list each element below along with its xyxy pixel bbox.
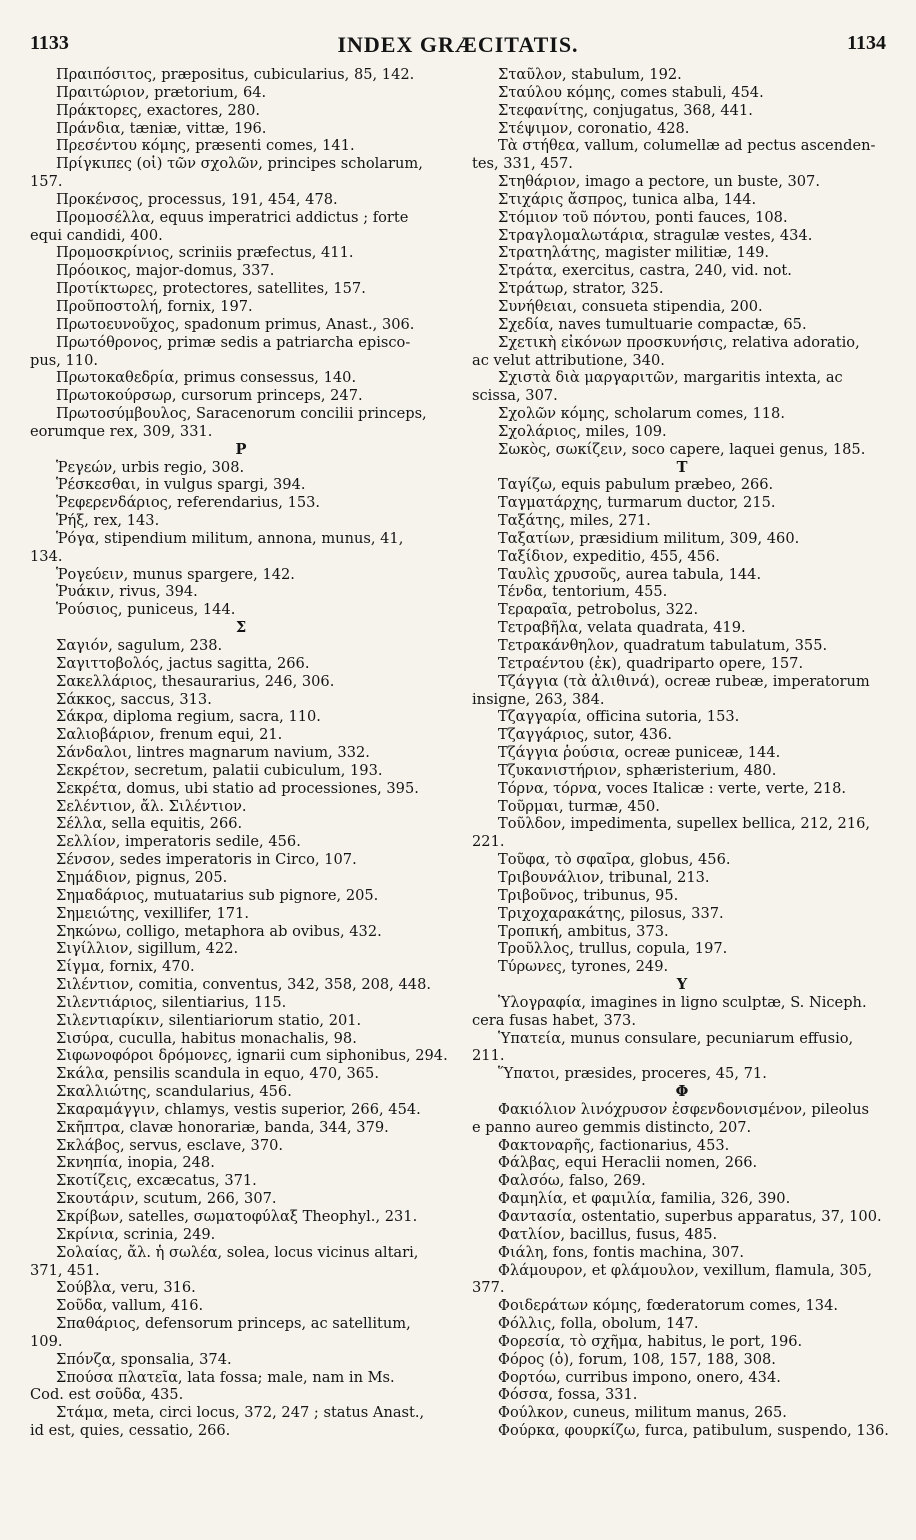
index-line: Τοῦρμαι, turmæ, 450.	[498, 797, 660, 815]
index-line: Τοῦφα, τὸ σφαῖρα, globus, 456.	[498, 851, 731, 869]
section-letter: T	[676, 458, 688, 476]
index-line: Στράτα, exercitus, castra, 240, vid. not.	[498, 262, 792, 280]
index-line: Πρίγκιπες (οἱ) τῶν σχολῶν, principes scholarum,	[56, 155, 423, 173]
index-line: Ταξίδιον, expeditio, 455, 456.	[498, 547, 720, 565]
index-line: Φούλκον, cuneus, militum manus, 265.	[498, 1404, 787, 1422]
index-line: Στέψιμον, coronatio, 428.	[498, 119, 690, 137]
index-line: Ὑπατεία, munus consulare, pecuniarum effusio,	[498, 1029, 854, 1047]
index-line: Φακιόλιον λινόχρυσον ἐσφενδονισμένον, pileolus	[498, 1100, 869, 1118]
index-line: Πρωτοευνοῦχος, spadonum primus, Anast., 306.	[56, 315, 415, 333]
index-line: equi candidi, 400.	[30, 226, 163, 244]
index-line: Πράνδια, tæniæ, vittæ, 196.	[56, 119, 267, 137]
index-line: Τένδα, tentorium, 455.	[498, 583, 668, 601]
index-line: cera fusas habet, 373.	[472, 1011, 636, 1029]
index-line: Τοῦλδον, impedimenta, supellex bellica, 212, 216,	[498, 815, 871, 833]
index-line: Φαμηλία, et φαμιλία, familia, 326, 390.	[498, 1190, 791, 1208]
index-line: Τύρωνες, tyrones, 249.	[498, 958, 669, 976]
index-line: Σούβλα, veru, 316.	[56, 1279, 196, 1297]
index-line: Σεκρέτα, domus, ubi statio ad processiones, 395.	[56, 779, 419, 797]
index-line: Ῥογεύειν, munus spargere, 142.	[56, 565, 295, 583]
index-line: Σχετικὴ εἰκόνων προσκυνήσις, relativa adoratio,	[498, 333, 860, 351]
index-line: Φακτοναρῆς, factionarius, 453.	[498, 1136, 730, 1154]
index-line: Ῥήξ, rex, 143.	[56, 512, 160, 530]
index-line: Στόμιον τοῦ πόντου, ponti fauces, 108.	[498, 208, 788, 226]
index-line: Ῥούσιος, puniceus, 144.	[56, 601, 236, 619]
index-line: Σηκώνω, colligo, metaphora ab ovibus, 432.	[56, 922, 382, 940]
index-line: Τόρνα, τόρνα, voces Italicæ : verte, verte, 218.	[498, 779, 847, 797]
index-line: 377.	[472, 1279, 505, 1297]
index-line: Τριβοῦνος, tribunus, 95.	[498, 886, 679, 904]
index-line: Σοῦδα, vallum, 416.	[56, 1297, 204, 1315]
index-line: Σένσον, sedes imperatoris in Circo, 107.	[56, 851, 357, 869]
index-line: Τζάγγια ῥούσια, ocreæ puniceæ, 144.	[498, 744, 781, 762]
page-number-left: 1133	[30, 32, 69, 54]
index-line: Πρωτόθρονος, primæ sedis a patriarcha episco-	[56, 333, 411, 351]
index-line: Τζυκανιστήριον, sphæristerium, 480.	[498, 761, 777, 779]
index-line: Πρωτοκούρσωρ, cursorum princeps, 247.	[56, 387, 363, 405]
index-line: Σκνηπία, inopia, 248.	[56, 1154, 215, 1172]
index-line: Ὕπατοι, præsides, proceres, 45, 71.	[498, 1065, 767, 1083]
index-line: Σιφωνοφόροι δρόμονες, ignarii cum siphonibus, 294.	[56, 1047, 448, 1065]
index-line: Σιλεντιαρίκιν, silentiariorum statio, 201.	[56, 1011, 362, 1029]
index-line: Σπαθάριος, defensorum princeps, ac satellitum,	[56, 1315, 411, 1333]
index-line: Σκαραμάγγιν, chlamys, vestis superior, 266, 454.	[56, 1100, 421, 1118]
index-line: Πρωτοκαθεδρία, primus consessus, 140.	[56, 369, 357, 387]
index-line: Τεραραῖα, petrobolus, 322.	[498, 601, 699, 619]
index-line: Σιγίλλιον, sigillum, 422.	[56, 940, 239, 958]
index-line: Σαλιοβάριον, frenum equi, 21.	[56, 726, 283, 744]
index-line: Σκρίβων, satelles, σωματοφύλαξ Theophyl., 231.	[56, 1208, 418, 1225]
index-line: Ταγίζω, equis pabulum præbeo, 266.	[498, 476, 774, 494]
index-line: Σάκκος, saccus, 313.	[56, 690, 212, 708]
index-line: tes, 331, 457.	[472, 155, 573, 173]
index-line: Cod. est σοῦδα, 435.	[30, 1386, 184, 1404]
index-line: 371, 451.	[30, 1261, 100, 1279]
index-line: Πραιτώριον, prætorium, 64.	[56, 83, 267, 101]
index-line: Στεφανίτης, conjugatus, 368, 441.	[498, 101, 753, 119]
index-line: Ταγματάρχης, turmarum ductor, 215.	[498, 494, 776, 512]
index-line: Σελέντιον, ἄλ. Σιλέντιον.	[56, 797, 247, 815]
index-line: eorumque rex, 309, 331.	[30, 422, 213, 440]
index-line: Στραγλομαλωτάρια, stragulæ vestes, 434.	[498, 226, 813, 244]
index-line: Τριχοχαρακάτης, pilosus, 337.	[498, 904, 724, 922]
right-column	[472, 66, 892, 1536]
index-line: Φούρκα, φουρκίζω, furca, patibulum, suspendo, 136.	[498, 1422, 889, 1440]
index-line: Προμοσκρίνιος, scriniis præfectus, 411.	[56, 244, 354, 262]
index-line: Σισύρα, cuculla, habitus monachalis, 98.	[56, 1029, 357, 1047]
index-line: insigne, 263, 384.	[472, 690, 605, 708]
index-line: Φλάμουρον, et φλάμουλον, vexillum, flamula, 305,	[498, 1261, 872, 1279]
index-line: Σάκρα, diploma regium, sacra, 110.	[56, 708, 321, 726]
index-line: Συνήθειαι, consueta stipendia, 200.	[498, 297, 763, 315]
index-line: Σιλεντιάριος, silentiarius, 115.	[56, 993, 287, 1011]
index-line: Τετρακάνθηλον, quadratum tabulatum, 355.	[498, 637, 828, 654]
index-line: Πρεσέντου κόμης, præsenti comes, 141.	[56, 137, 355, 155]
index-line: scissa, 307.	[472, 387, 558, 405]
index-line: Σχολῶν κόμης, scholarum comes, 118.	[498, 405, 785, 423]
index-line: 109.	[30, 1332, 63, 1350]
index-line: Σκαλλιώτης, scandularius, 456.	[56, 1083, 292, 1101]
index-line: Σημάδιον, pignus, 205.	[56, 868, 228, 886]
index-line: Στράτωρ, strator, 325.	[498, 280, 664, 298]
index-line: 221.	[472, 833, 505, 851]
index-line: Σολαίας, ἄλ. ἡ σωλέα, solea, locus vicinus altari,	[56, 1243, 419, 1261]
index-line: Φόλλις, folla, obolum, 147.	[498, 1315, 699, 1333]
index-line: Προτίκτωρες, protectores, satellites, 157.	[56, 280, 366, 298]
index-line: Σκλάβος, servus, esclave, 370.	[56, 1136, 284, 1154]
index-line: Ῥέσκεσθαι, in vulgus spargi, 394.	[56, 476, 306, 494]
index-line: Ταυλὶς χρυσοῦς, aurea tabula, 144.	[498, 565, 762, 583]
index-line: Στηθάριον, imago a pectore, un buste, 307.	[498, 173, 820, 191]
section-letter: Φ	[675, 1083, 689, 1101]
index-line: Ταξάτης, miles, 271.	[498, 512, 651, 530]
index-line: Στρατηλάτης, magister militiæ, 149.	[498, 244, 770, 262]
index-line: Σκοτίζεις, excæcatus, 371.	[56, 1172, 257, 1190]
index-line: Σημαδάριος, mutuatarius sub pignore, 205.	[56, 886, 379, 904]
section-letter: Σ	[235, 619, 247, 637]
index-line: Ῥεγεών, urbis regio, 308.	[56, 458, 245, 476]
index-line: Τζαγγάριος, sutor, 436.	[498, 726, 673, 744]
index-line: Σκῆπτρα, clavæ honorariæ, banda, 344, 379.	[56, 1118, 389, 1136]
index-line: Πρωτοσύμβουλος, Saracenorum concilii princeps,	[56, 405, 427, 423]
index-line: Φαλσόω, falso, 269.	[498, 1172, 646, 1190]
index-line: Ῥεφερενδάριος, referendarius, 153.	[56, 494, 321, 512]
index-line: pus, 110.	[30, 351, 99, 369]
index-line: Σαγιόν, sagulum, 238.	[56, 637, 223, 654]
index-line: Τετραβῆλα, velata quadrata, 419.	[498, 619, 746, 637]
index-line: Σαγιττοβολός, jactus sagitta, 266.	[56, 654, 310, 672]
index-line: Τζαγγαρία, officina sutoria, 153.	[498, 708, 740, 726]
index-line: Φαντασία, ostentatio, superbus apparatus, 37, 100.	[498, 1208, 882, 1225]
index-line: Σχολάριος, miles, 109.	[498, 422, 667, 440]
index-line: Πραιπόσιτος, præpositus, cubicularius, 85, 142.	[56, 66, 415, 83]
index-line: Ὑλογραφία, imagines in ligno sculptæ, S. Niceph.	[498, 993, 867, 1011]
index-line: Ταξατίων, præsidium militum, 309, 460.	[498, 529, 800, 547]
index-line: Φόσσα, fossa, 331.	[498, 1386, 638, 1404]
index-line: Σεκρέτον, secretum, palatii cubiculum, 193.	[56, 761, 383, 779]
index-line: Προμοσέλλα, equus imperatrici addictus ; forte	[56, 208, 409, 226]
index-line: Σακελλάριος, thesaurarius, 246, 306.	[56, 672, 335, 690]
index-line: Τριβουνάλιον, tribunal, 213.	[498, 868, 710, 886]
index-line: Τὰ στήθεα, vallum, columellæ ad pectus ascenden-	[498, 137, 876, 155]
index-line: Σπόνζα, sponsalia, 374.	[56, 1350, 232, 1368]
index-line: Φοιδεράτων κόμης, fœderatorum comes, 134.	[498, 1297, 839, 1315]
index-line: e panno aureo gemmis distincto, 207.	[472, 1118, 752, 1136]
index-line: Σπούσα πλατεῖα, lata fossa; male, nam in Ms.	[56, 1368, 395, 1386]
index-line: Τροῦλλος, trullus, copula, 197.	[498, 940, 728, 958]
index-line: Ῥυάκιν, rivus, 394.	[56, 583, 198, 601]
index-line: 211.	[472, 1047, 505, 1065]
index-line: 157.	[30, 173, 63, 191]
index-line: Σταῦλον, stabulum, 192.	[498, 66, 682, 83]
index-line: Σιλέντιον, comitia, conventus, 342, 358, 208, 448.	[56, 976, 431, 994]
section-letter: P	[235, 440, 247, 458]
section-letter: Υ	[676, 976, 688, 994]
index-line: Φάλβας, equi Heraclii nomen, 266.	[498, 1154, 758, 1172]
index-line: Φατλίον, bacillus, fusus, 485.	[498, 1225, 718, 1243]
index-line: Τροπική, ambitus, 373.	[498, 922, 669, 940]
index-line: Φιάλη, fons, fontis machina, 307.	[498, 1243, 745, 1261]
index-line: Τζάγγια (τὰ ἀλιθινά), ocreæ rubeæ, imperatorum	[498, 672, 870, 690]
index-line: Φορτόω, curribus impono, onero, 434.	[498, 1368, 781, 1386]
index-line: Σχιστὰ διὰ μαργαριτῶν, margaritis intexta, ac	[498, 369, 843, 387]
index-line: Πρόοικος, major-domus, 337.	[56, 262, 275, 280]
index-line: Σελλίον, imperatoris sedile, 456.	[56, 833, 301, 851]
index-line: Ῥόγα, stipendium militum, annona, munus, 41,	[56, 529, 404, 547]
index-line: Σκουτάριν, scutum, 266, 307.	[56, 1190, 277, 1208]
index-line: Στάμα, meta, circi locus, 372, 247 ; status Anast.,	[56, 1404, 425, 1422]
page-number-right: 1134	[847, 32, 886, 54]
index-line: Σημειώτης, vexillifer, 171.	[56, 904, 249, 922]
index-line: Σκάλα, pensilis scandula in equo, 470, 365.	[56, 1065, 379, 1083]
index-line: Προκένσος, processus, 191, 454, 478.	[56, 190, 338, 208]
index-line: Φόρος (ὁ), forum, 108, 157, 188, 308.	[498, 1350, 776, 1368]
index-line: Σέλλα, sella equitis, 266.	[56, 815, 243, 833]
page-header	[30, 32, 886, 62]
index-line: Στιχάρις ἄσπρος, tunica alba, 144.	[498, 190, 757, 208]
index-line: 134.	[30, 547, 63, 565]
index-line: Τετραέντου (ἐκ), quadriparto opere, 157.	[498, 654, 804, 672]
index-line: Σίγμα, fornix, 470.	[56, 958, 195, 976]
index-line: Προῦποστολή, fornix, 197.	[56, 297, 253, 315]
index-line: Σάνδαλοι, lintres magnarum navium, 332.	[56, 744, 370, 762]
page-title: INDEX GRÆCITATIS.	[337, 32, 579, 57]
index-line: id est, quies, cessatio, 266.	[30, 1422, 231, 1440]
index-line: Σκρίνια, scrinia, 249.	[56, 1225, 216, 1243]
left-column	[30, 66, 452, 1536]
index-line: Πράκτορες, exactores, 280.	[56, 101, 260, 119]
index-line: Σταύλου κόμης, comes stabuli, 454.	[498, 83, 764, 101]
index-line: Σωκὸς, σωκίζειν, soco capere, laquei genus, 185.	[498, 440, 866, 458]
index-line: Σχεδία, naves tumultuarie compactæ, 65.	[498, 315, 807, 333]
index-line: Φορεσία, τὸ σχῆμα, habitus, le port, 196.	[498, 1332, 803, 1350]
index-line: ac velut attributione, 340.	[472, 351, 665, 369]
